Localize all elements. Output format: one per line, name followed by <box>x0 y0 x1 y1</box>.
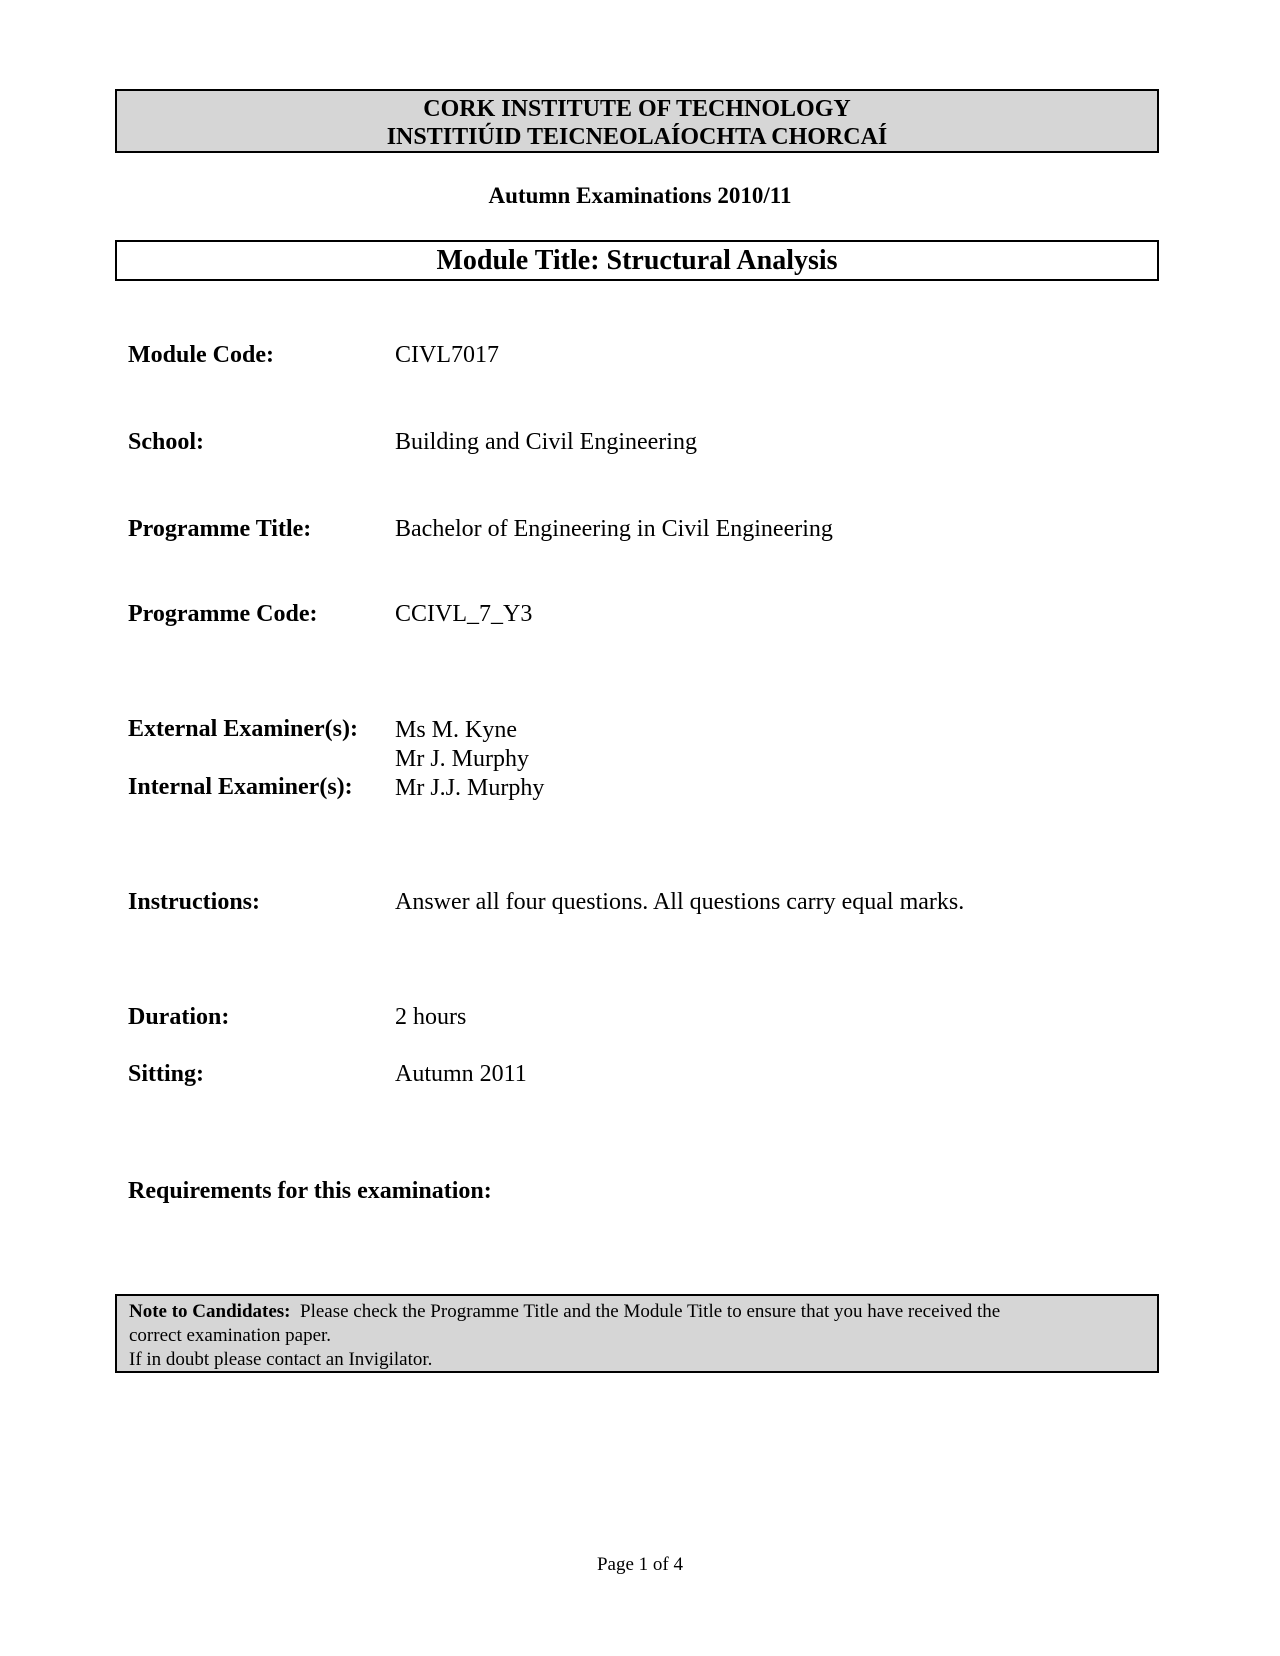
institute-name-english: CORK INSTITUTE OF TECHNOLOGY <box>423 96 851 122</box>
module-title: Module Title: Structural Analysis <box>115 240 1159 281</box>
school-value: Building and Civil Engineering <box>395 429 697 455</box>
exam-session: Autumn Examinations 2010/11 <box>488 183 792 208</box>
sitting-label: Sitting: <box>128 1061 205 1087</box>
requirements-label: Requirements for this examination: <box>128 1178 492 1204</box>
duration-label: Duration: <box>128 1004 230 1030</box>
sitting-value: Autumn 2011 <box>395 1061 527 1087</box>
institute-name-irish: INSTITIÚID TEICNEOLAÍOCHTA CHORCAÍ <box>386 124 888 150</box>
note-text-2: correct examination paper. <box>129 1325 332 1346</box>
note-label: Note to Candidates: <box>129 1301 291 1322</box>
programme-title-value: Bachelor of Engineering in Civil Engineering <box>395 516 833 542</box>
note-text-1: Please check the Programme Title and the Module Title to ensure that you have received the <box>300 1301 1001 1322</box>
internal-examiner: Mr J.J. Murphy <box>395 775 545 801</box>
programme-title-label: Programme Title: <box>128 516 312 542</box>
internal-examiners-label: Internal Examiner(s): <box>128 774 353 800</box>
programme-code-value: CCIVL_7_Y3 <box>395 601 533 627</box>
external-examiners-label: External Examiner(s): <box>128 716 358 742</box>
external-examiner-1: Ms M. Kyne <box>395 717 518 743</box>
page-number: Page 1 of 4 <box>596 1554 683 1575</box>
note-line-1 <box>129 1300 1145 1324</box>
institute-header <box>115 89 1159 153</box>
module-code-label: Module Code: <box>128 342 274 368</box>
module-code-value: CIVL7017 <box>395 342 499 368</box>
instructions-label: Instructions: <box>128 889 261 915</box>
programme-code-label: Programme Code: <box>128 601 318 627</box>
note-to-candidates <box>115 1294 1159 1373</box>
note-text-3: If in doubt please contact an Invigilator. <box>129 1349 433 1370</box>
external-examiner-2: Mr J. Murphy <box>395 746 530 772</box>
school-label: School: <box>128 429 205 455</box>
instructions-value: Answer all four questions. All questions carry equal marks. <box>395 889 965 915</box>
duration-value: 2 hours <box>395 1004 467 1030</box>
